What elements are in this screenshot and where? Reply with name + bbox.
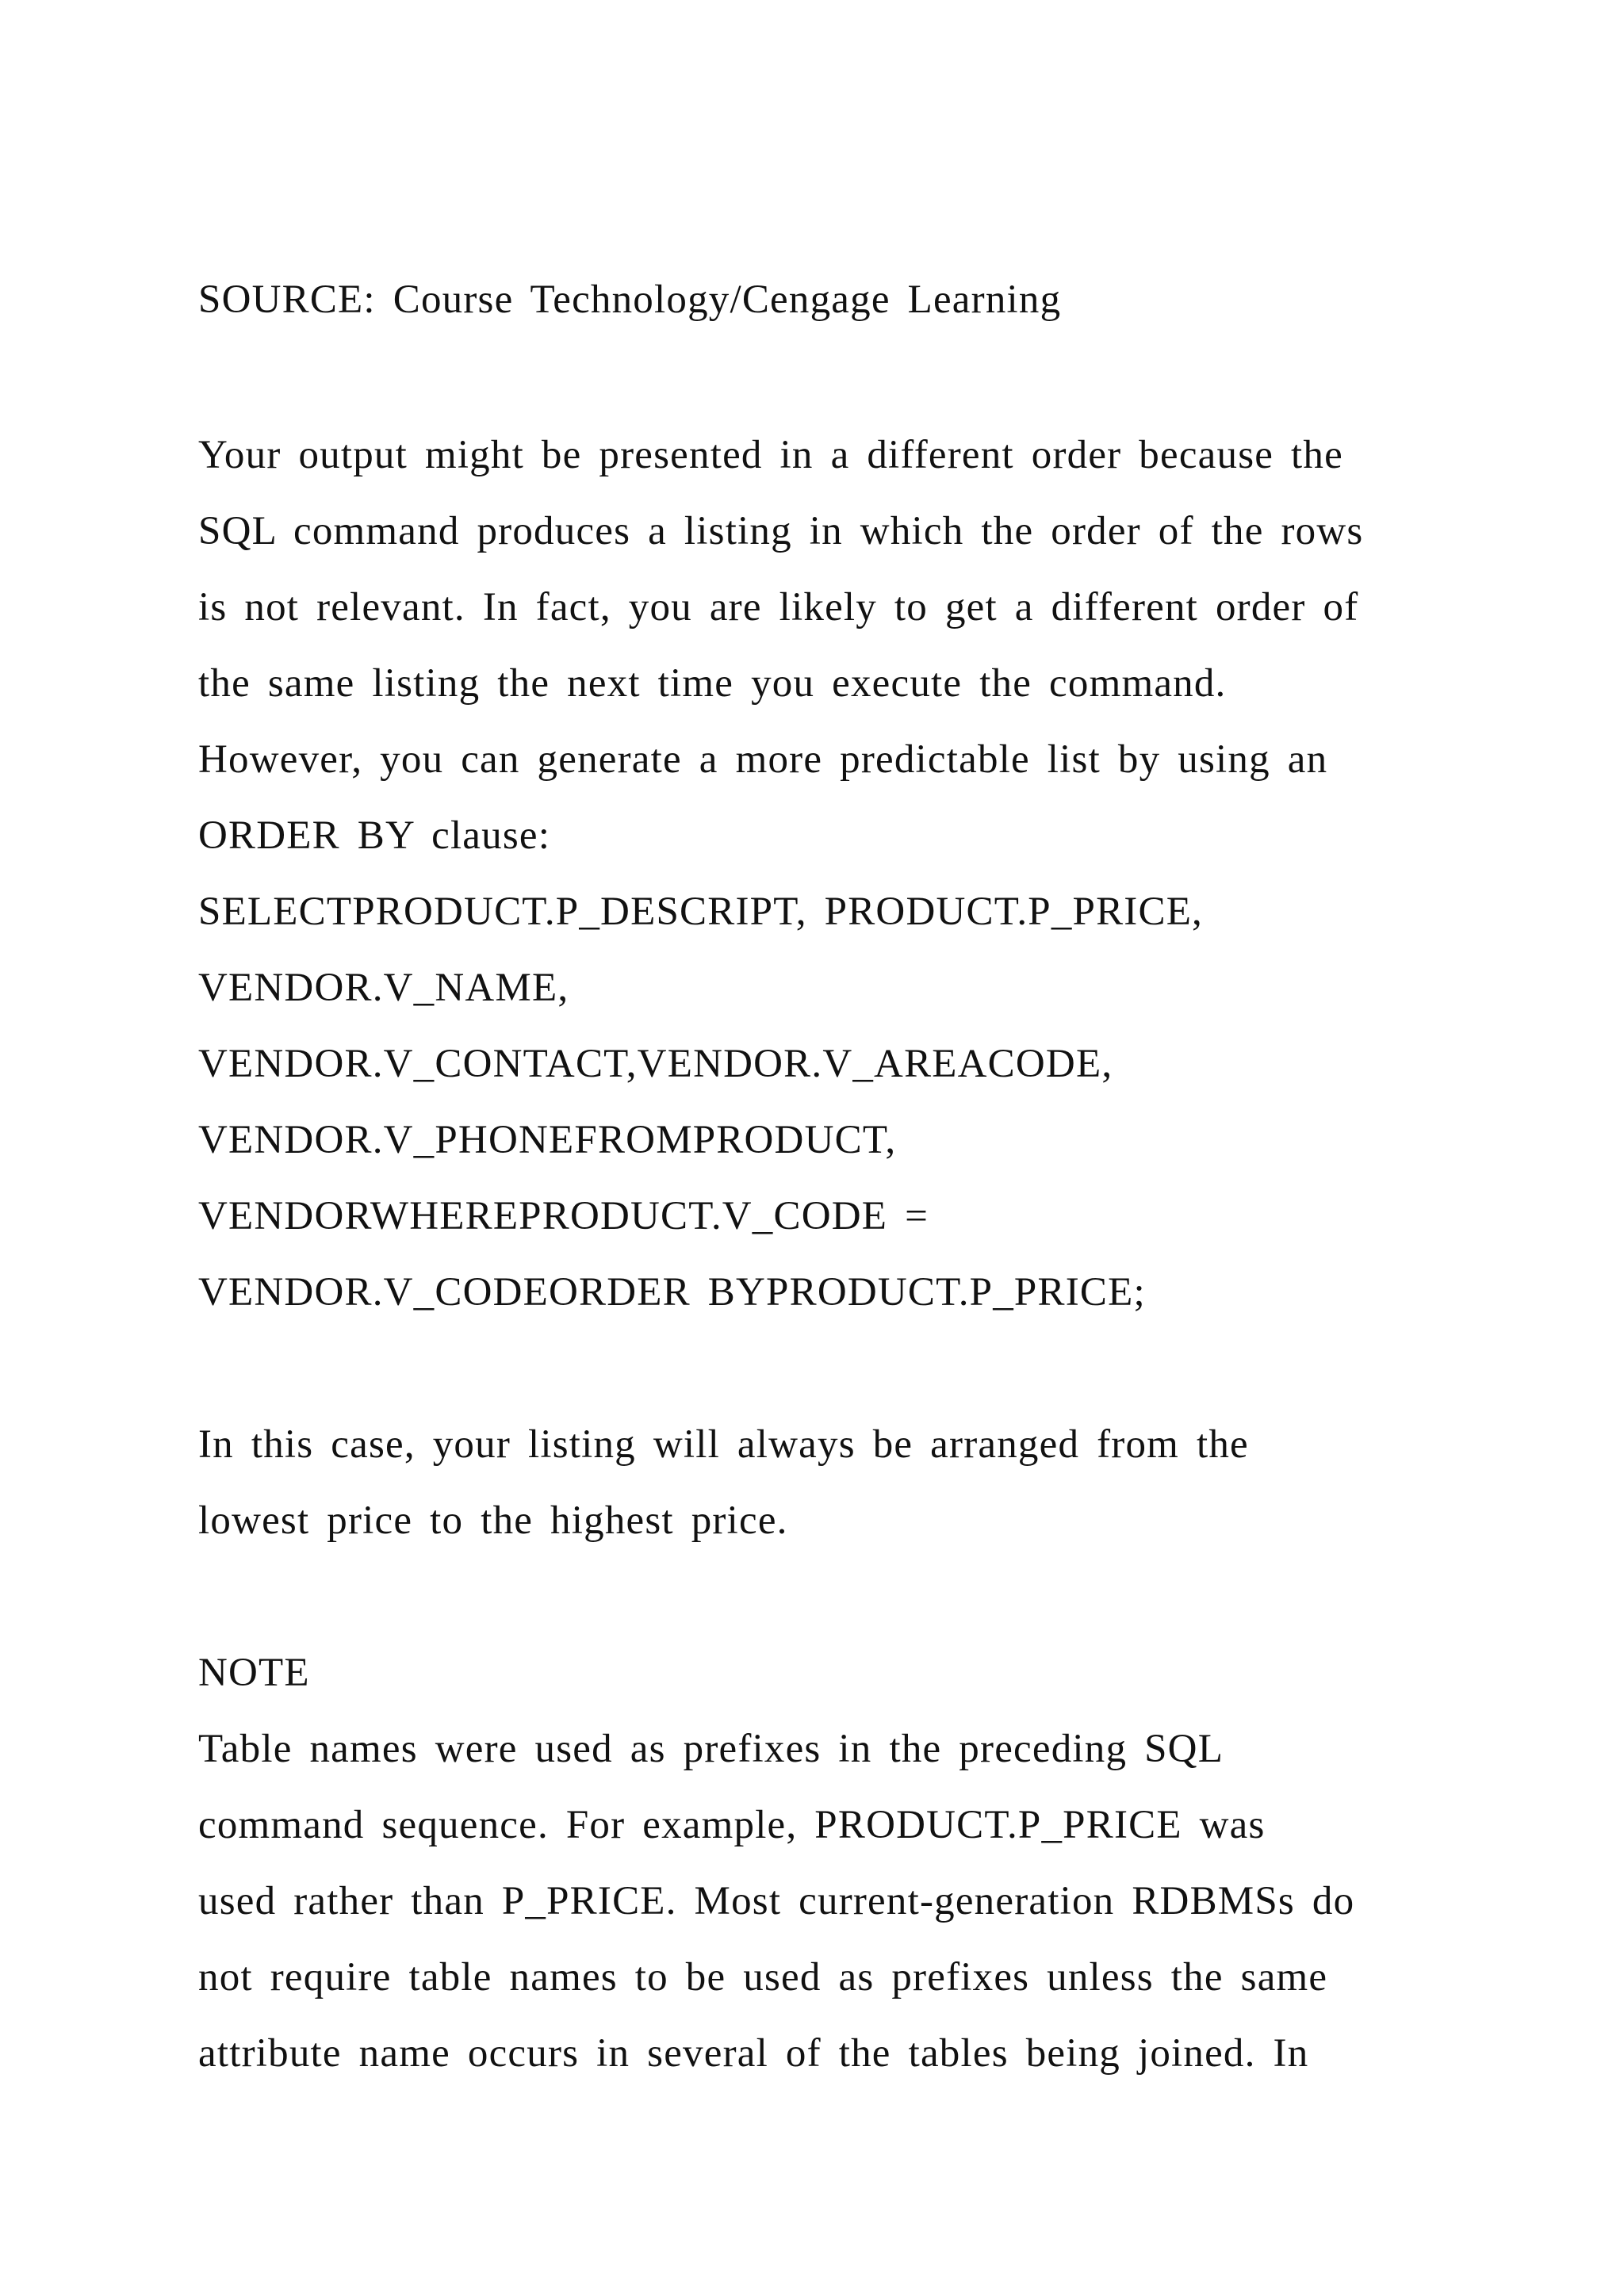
note-line: Table names were used as prefixes in the preceding SQL (198, 1727, 1224, 1771)
note-line: not require table names to be used as prefixes unless the same (198, 1955, 1328, 1999)
paragraph-line: SQL command produces a listing in which the order of the rows (198, 509, 1364, 553)
paragraph-line: ORDER BY clause: (198, 813, 551, 858)
sql-line: VENDORWHEREPRODUCT.V_CODE = (198, 1194, 929, 1238)
sql-line: VENDOR.V_NAME, (198, 966, 569, 1010)
source-line: SOURCE: Course Technology/Cengage Learning (198, 277, 1062, 322)
paragraph-line: However, you can generate a more predictable list by using an (198, 737, 1328, 782)
paragraph-line: is not relevant. In fact, you are likely to get a different order of (198, 585, 1359, 629)
note-line: attribute name occurs in several of the tables being joined. In (198, 2031, 1309, 2076)
sql-line: VENDOR.V_CONTACT,VENDOR.V_AREACODE, (198, 1042, 1113, 1086)
paragraph-line: the same listing the next time you execute the command. (198, 661, 1227, 706)
sql-line: VENDOR.V_PHONEFROMPRODUCT, (198, 1118, 897, 1162)
sql-line: SELECTPRODUCT.P_DESCRIPT, PRODUCT.P_PRICE, (198, 890, 1204, 934)
note-line: used rather than P_PRICE. Most current-generation RDBMSs do (198, 1879, 1355, 1923)
paragraph-line: lowest price to the highest price. (198, 1498, 788, 1543)
note-heading: NOTE (198, 1651, 310, 1695)
paragraph-line: In this case, your listing will always be arranged from the (198, 1422, 1249, 1467)
sql-line: VENDOR.V_CODEORDER BYPRODUCT.P_PRICE; (198, 1270, 1146, 1314)
note-line: command sequence. For example, PRODUCT.P_PRICE was (198, 1803, 1266, 1847)
paragraph-line: Your output might be presented in a different order because the (198, 433, 1343, 477)
